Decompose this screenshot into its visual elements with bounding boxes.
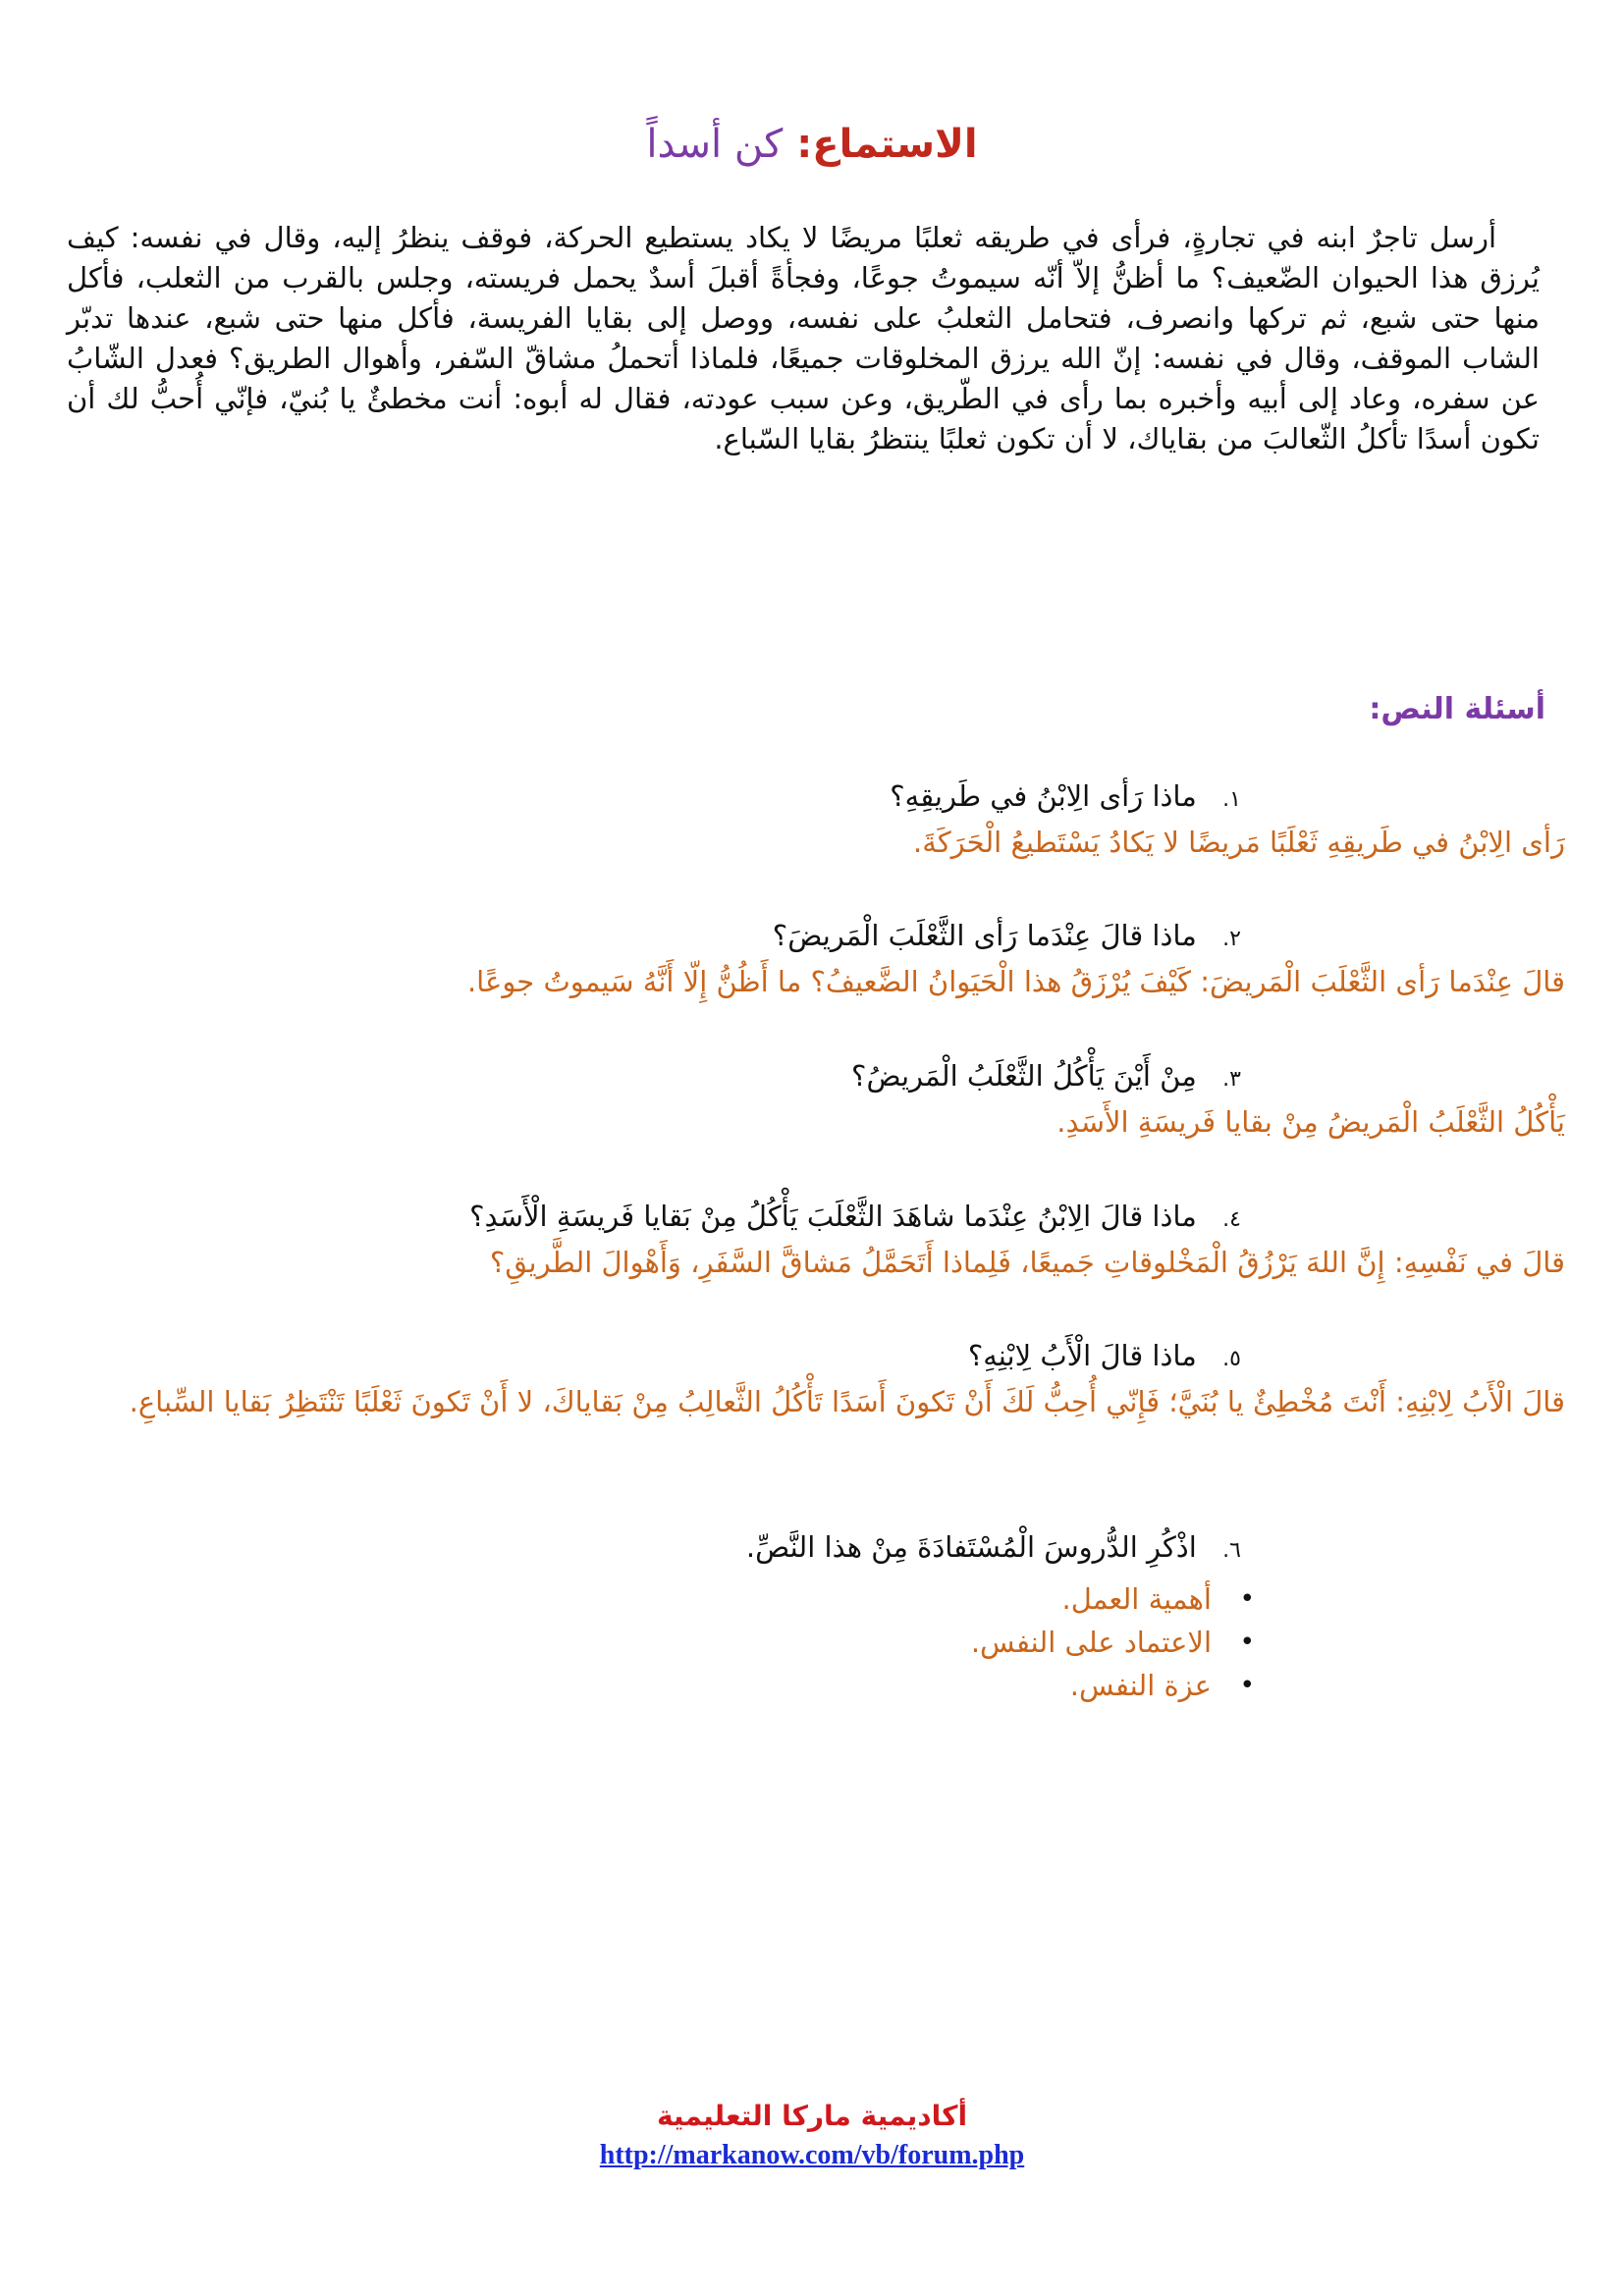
question-text: ماذا قالَ الْأَبُ لِابْنِهِ؟ [967,1339,1197,1372]
title-main: الاستماع: [796,122,978,167]
question-5 [53,1335,1565,1380]
story-passage [67,218,1540,459]
question-text: اذْكُرِ الدُّروسَ الْمُسْتَفادَةَ مِنْ هذا النَّصِّ. [745,1530,1197,1564]
question-4 [53,1196,1565,1241]
page-title [0,122,1624,167]
question-number: ٥. [1222,1347,1241,1371]
lesson-text: الاعتماد على النفس. [970,1626,1212,1659]
question-number: ٦. [1222,1538,1241,1563]
question-text: ماذا قالَ عِنْدَما رَأى الثَّعْلَبَ الْمَريضَ؟ [772,919,1197,952]
questions-heading: أسئلة النص: [1369,692,1545,726]
answer-4: قالَ في نَفْسِهِ: إِنَّ اللهَ يَرْزُقُ الْمَخْلوقاتِ جَميعًا، فَلِماذا أَتَحَمَّلُ مَشاقَّ السَّفَرِ، وَأَهْوالَ الطَّريقِ؟ [489,1246,1565,1279]
question-number: ٣. [1222,1067,1241,1092]
question-text: ماذا قالَ الِابْنُ عِنْدَما شاهَدَ الثَّعْلَبَ يَأْكُلُ مِنْ بَقايا فَريسَةِ الْأَسَدِ؟ [469,1200,1197,1233]
lesson-text: أهمية العمل. [1061,1582,1212,1616]
title-sub: كن أسداً [646,122,784,167]
answer-3: يَأْكُلُ الثَّعْلَبُ الْمَريضُ مِنْ بقايا فَريسَةِ الأَسَدِ. [1056,1105,1565,1139]
question-block-5 [53,1335,1565,1423]
bullet-icon: • [1239,1584,1255,1614]
bullet-icon: • [1239,1671,1255,1700]
question-block-2 [53,915,1565,1003]
question-block-4 [53,1196,1565,1284]
question-2 [53,915,1565,960]
page-footer [0,2097,1624,2175]
question-block-1 [53,775,1565,864]
answer-2: قالَ عِنْدَما رَأى الثَّعْلَبَ الْمَريضَ: كَيْفَ يُرْزَقُ هذا الْحَيَوانُ الضَّعيفُ؟ ما أَظُنُّ إِلّا أَنَّهُ سَيموتُ جوعًا. [466,965,1565,998]
lesson-text: عزة النفس. [1069,1669,1212,1702]
question-number: ٢. [1222,927,1241,951]
question-number: ٤. [1222,1207,1241,1232]
list-item [53,1621,1255,1664]
lessons-list [53,1577,1565,1707]
question-text: ماذا رَأى الِابْنُ في طَريقِهِ؟ [890,779,1197,813]
question-block-6 [53,1526,1565,1707]
question-1 [53,775,1565,821]
question-3 [53,1055,1565,1100]
question-number: ١. [1222,787,1241,812]
question-text: مِنْ أَيْنَ يَأْكُلُ الثَّعْلَبُ الْمَريضُ؟ [851,1059,1197,1093]
question-block-3 [53,1055,1565,1144]
list-item [53,1664,1255,1707]
forum-link[interactable]: http://markanow.com/vb/forum.php [599,2140,1025,2170]
answer-1: رَأى الِابْنُ في طَريقِهِ ثَعْلَبًا مَريضًا لا يَكادُ يَسْتَطيعُ الْحَرَكَةَ. [913,826,1565,859]
bullet-icon: • [1239,1628,1255,1657]
story-text: أرسل تاجرٌ ابنه في تجارةٍ، فرأى في طريقه ثعلبًا مريضًا لا يكاد يستطيع الحركة، فوقف ينظرُ إليه، وقال في نفسه: كيف يُرزق هذا الحيوان الضّعيف؟ ما أظنُّ إلاّ أنّه سيموتُ جوعًا، وفجأةً أقبلَ أسدٌ يحمل فريسته، وجلس بالقرب من الثعلب، فأكل منها حتى شبع، ثم تركها وانصرف، فتحامل الثعلبُ على نفسه، ووصل إلى بقايا الفريسة، فأكل منها حتى شبع، عندها تدبّر الشاب الموقف، وقال في نفسه: إنّ الله يرزق المخلوقات جميعًا، فلماذا أتحملُ مشاقّ السّفر، وأهوال الطريق؟ فعدل الشّابُ عن سفره، وعاد إلى أبيه وأخبره بما رأى في الطّريق، وعن سبب عودته، فقال له أبوه: أنت مخطئٌ يا بُنيّ، فإنّي أُحبُّ لك أن تكون أسدًا تأكلُ الثّعالبَ من بقاياك، لا أن تكون ثعلبًا ينتظرُ بقايا السّباع. [67,221,1540,455]
academy-name: أكاديمية ماركا التعليمية [656,2100,968,2132]
answer-5: قالَ الْأَبُ لِابْنِهِ: أَنْتَ مُخْطِئٌ يا بُنَيَّ؛ فَإِنّي أُحِبُّ لَكَ أَنْ تَكونَ أَسَدًا تَأْكُلُ الثَّعالِبُ مِنْ بَقاياكَ، لا أَنْ تَكونَ ثَعْلَبًا تَنْتَظِرُ بَقايا السِّباعِ. [129,1385,1565,1418]
list-item [53,1577,1255,1621]
question-6 [53,1526,1565,1572]
